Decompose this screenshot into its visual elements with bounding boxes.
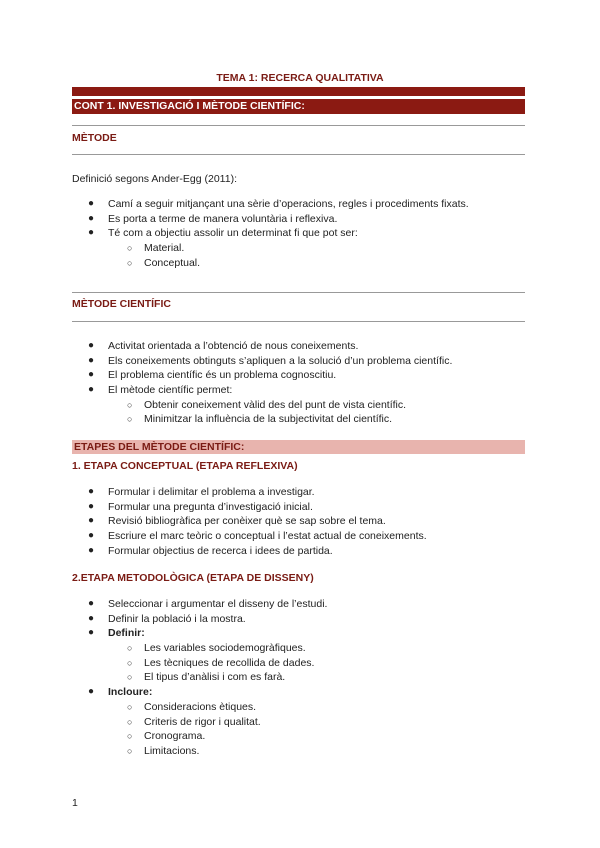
list-item-text: Definir la població i la mostra. [108, 612, 246, 625]
list-item-text: Material. [144, 242, 185, 255]
bullet-icon: ● [88, 515, 95, 527]
bullet-icon: ● [88, 530, 95, 542]
bullet-icon: ● [88, 627, 95, 639]
list-item-text: Cronograma. [144, 730, 206, 743]
list-item-text: Seleccionar i argumentar el disseny de l’estudi. [108, 598, 328, 610]
circle-bullet-icon: ○ [127, 657, 133, 668]
list-item [72, 529, 525, 544]
list-item [72, 612, 525, 627]
circle-bullet-icon: ○ [127, 731, 133, 742]
sub-list-item [72, 398, 525, 413]
bullet-icon: ● [88, 500, 95, 512]
list-item-text: Limitacions. [144, 744, 200, 757]
sub-list-item [72, 241, 525, 256]
etapes-bar: ETAPES DEL MÈTODE CIENTÍFIC: [72, 440, 525, 454]
sub-list-item [72, 256, 525, 271]
sub-list-item [72, 670, 525, 685]
circle-bullet-icon: ○ [127, 399, 133, 410]
bullet-list-metode-cientific [72, 339, 525, 427]
list-item [72, 597, 525, 612]
list-item-text: Criteris de rigor i qualitat. [144, 715, 261, 728]
bullet-icon: ● [88, 612, 95, 624]
list-item [72, 197, 525, 212]
list-item [72, 514, 525, 529]
list-item [72, 544, 525, 559]
heading-etapa-1: 1. ETAPA CONCEPTUAL (ETAPA REFLEXIVA) [72, 460, 298, 472]
bullet-icon: ● [88, 369, 95, 381]
divider [72, 321, 525, 322]
bullet-list-metode [72, 197, 525, 270]
list-item-text: Formular i delimitar el problema a investigar. [108, 486, 315, 498]
list-item [72, 354, 525, 369]
list-item [72, 383, 525, 398]
bullet-icon: ● [88, 544, 95, 556]
list-item-text: Obtenir coneixement vàlid des del punt de vista científic. [144, 398, 407, 411]
bullet-icon: ● [88, 598, 95, 609]
circle-bullet-icon: ○ [127, 414, 133, 425]
list-item-text: Les variables sociodemogràfiques. [144, 642, 306, 655]
circle-bullet-icon: ○ [127, 745, 133, 756]
list-item-text: Minimitzar la influència de la subjectivitat del científic. [144, 413, 393, 426]
list-item-text: Escriure el marc teòric o conceptual i l’estat actual de coneixements. [108, 530, 427, 543]
list-item-text: El tipus d’anàlisi i com es farà. [144, 671, 286, 684]
list-item-text: El problema científic és un problema cognoscitiu. [108, 369, 337, 382]
bullet-icon: ● [88, 486, 95, 497]
heading-metode: MÈTODE [72, 132, 117, 144]
list-item-text: Revisió bibliogràfica per conèixer què se sap sobre el tema. [108, 515, 386, 528]
list-item-text: Definir: [108, 627, 145, 640]
bullet-list-etapa-2 [72, 597, 525, 759]
circle-bullet-icon: ○ [127, 243, 133, 254]
list-item [72, 212, 525, 227]
list-item-text: Consideracions ètiques. [144, 700, 257, 713]
list-item [72, 685, 525, 700]
list-item [72, 626, 525, 641]
list-item [72, 368, 525, 383]
list-item-text: Formular una pregunta d’investigació inicial. [108, 500, 313, 513]
list-item-text: Formular objectius de recerca i idees de partida. [108, 544, 333, 557]
list-item [72, 339, 525, 354]
bullet-list-etapa-1 [72, 485, 525, 558]
bullet-icon: ● [88, 198, 95, 209]
bullet-icon: ● [88, 227, 95, 239]
list-item-text: Incloure: [108, 686, 153, 699]
list-item-text: Conceptual. [144, 256, 201, 269]
bullet-icon: ● [88, 212, 95, 224]
heading-etapa-2: 2.ETAPA METODOLÒGICA (ETAPA DE DISSENY) [72, 572, 314, 584]
list-item-text: Es porta a terme de manera voluntària i reflexiva. [108, 212, 338, 225]
section-bar: CONT 1. INVESTIGACIÓ I MÈTODE CIENTÍFIC: [72, 99, 525, 114]
list-item-text: Camí a seguir mitjançant una sèrie d’operacions, regles i procediments fixats. [108, 198, 469, 210]
circle-bullet-icon: ○ [127, 643, 133, 654]
circle-bullet-icon: ○ [127, 672, 133, 683]
list-item-text: Activitat orientada a l’obtenció de nous coneixements. [108, 340, 359, 352]
sub-list-item [72, 641, 525, 656]
sub-list-item [72, 744, 525, 759]
bullet-icon: ● [88, 384, 95, 396]
definition-text: Definició segons Ander-Egg (2011): [72, 173, 237, 185]
sub-list-item [72, 412, 525, 427]
bullet-icon: ● [88, 340, 95, 351]
sub-list-item [72, 700, 525, 715]
list-item [72, 500, 525, 515]
sub-list-item [72, 729, 525, 744]
page-number: 1 [72, 797, 78, 809]
circle-bullet-icon: ○ [127, 716, 133, 727]
sub-list-item [72, 656, 525, 671]
list-item [72, 226, 525, 241]
bullet-icon: ● [88, 354, 95, 366]
divider [72, 125, 525, 126]
divider [72, 292, 525, 293]
decorative-bar [72, 87, 525, 96]
list-item-text: Les tècniques de recollida de dades. [144, 656, 315, 669]
bullet-icon: ● [88, 686, 95, 698]
list-item-text: Té com a objectiu assolir un determinat fi que pot ser: [108, 227, 358, 240]
heading-metode-cientific: MÈTODE CIENTÍFIC [72, 298, 171, 310]
list-item-text: Els coneixements obtinguts s’apliquen a la solució d’un problema científic. [108, 354, 453, 367]
list-item-text: El mètode científic permet: [108, 384, 233, 397]
circle-bullet-icon: ○ [127, 257, 133, 268]
sub-list-item [72, 715, 525, 730]
page-title: TEMA 1: RECERCA QUALITATIVA [216, 72, 384, 84]
list-item [72, 485, 525, 500]
circle-bullet-icon: ○ [127, 701, 133, 712]
divider [72, 154, 525, 155]
